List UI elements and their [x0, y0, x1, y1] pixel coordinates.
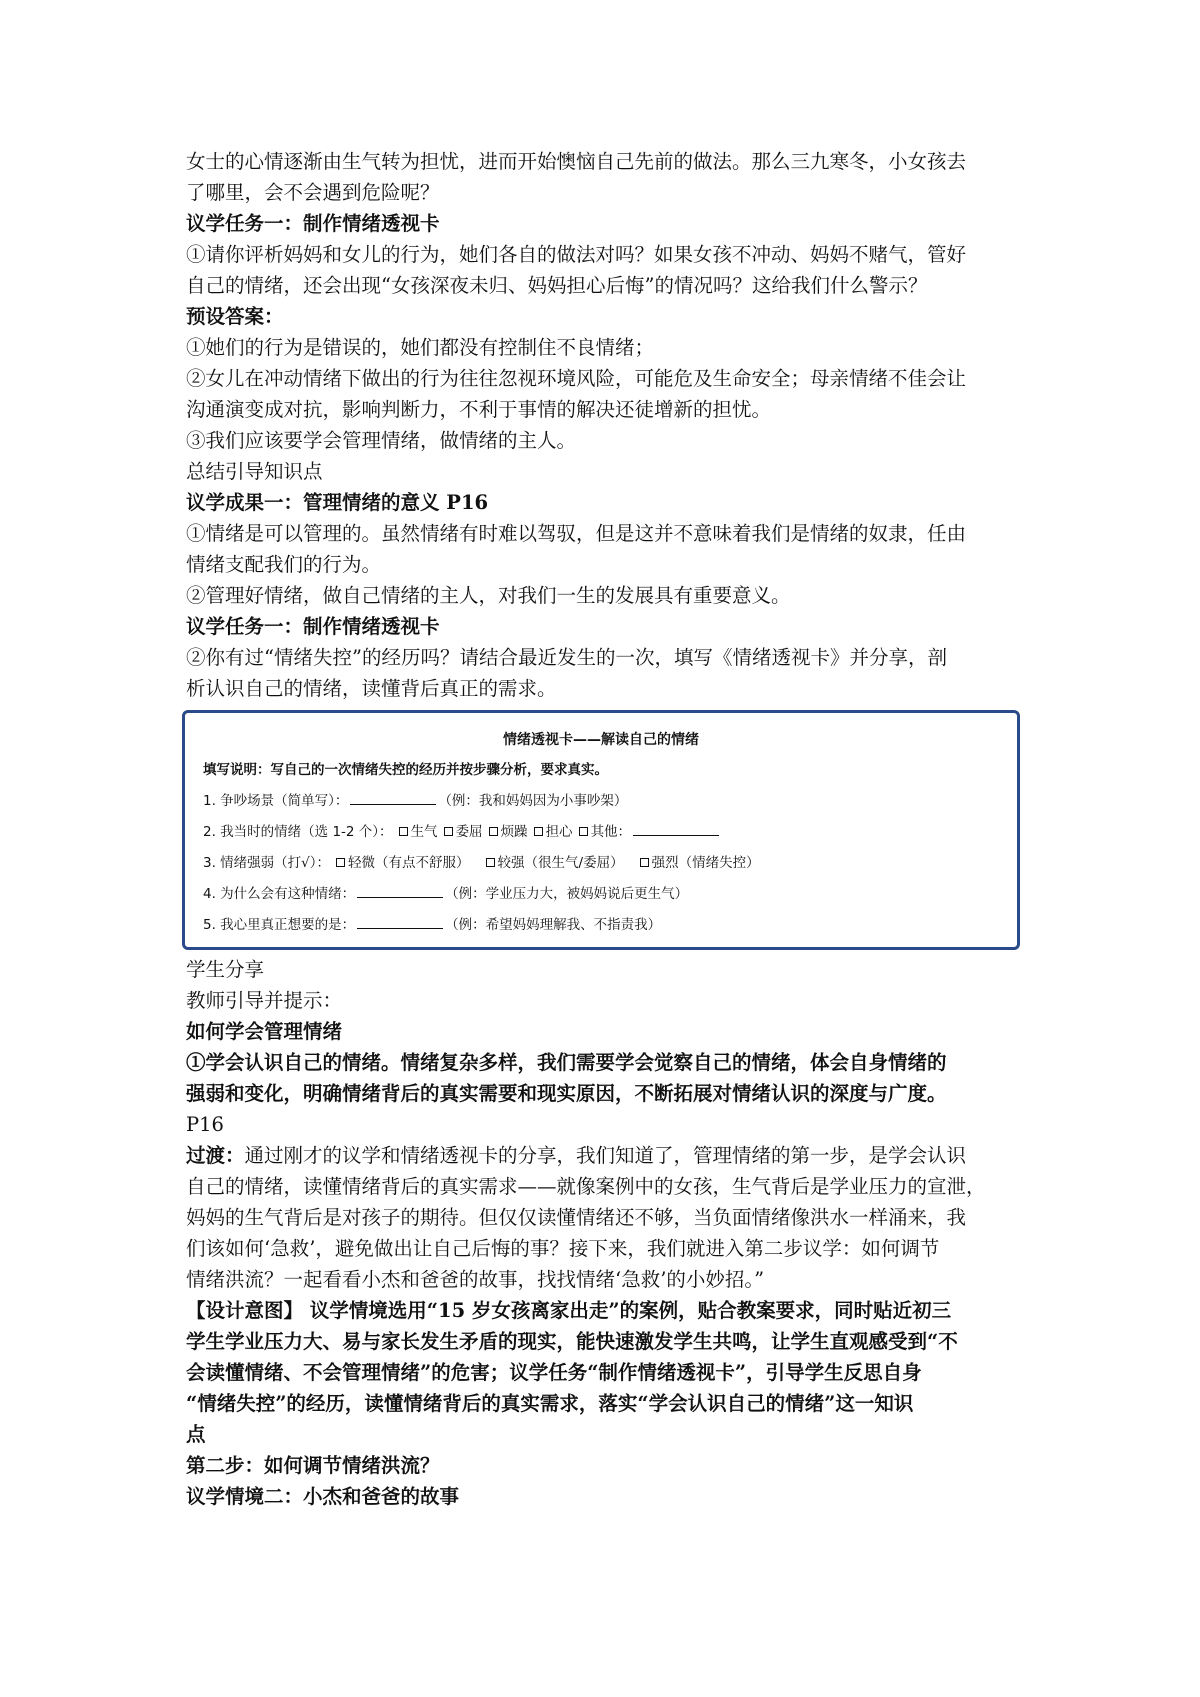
paragraph-line: 强弱和变化，明确情绪背后的真实需要和现实原因，不断拓展对情绪认识的深度与广度。	[186, 1082, 947, 1105]
paragraph-line: 第二步：如何调节情绪洪流？	[186, 1454, 440, 1477]
card-row-1	[203, 790, 999, 812]
paragraphs-bottom	[186, 954, 1026, 1512]
lead-label: 过渡：	[186, 1144, 245, 1167]
fill-blank[interactable]	[357, 914, 443, 929]
checkbox[interactable]	[489, 827, 498, 836]
paragraph-line: ②你有过“情绪失控”的经历吗？请结合最近发生的一次，填写《情绪透视卡》并分享，剖	[186, 646, 947, 669]
paragraph-line: 学生学业压力大、易与家长发生矛盾的现实，能快速激发学生共鸣，让学生直观感受到“不	[186, 1330, 958, 1353]
paragraph-line: ②女儿在冲动情绪下做出的行为往往忽视环境风险，可能危及生命安全；母亲情绪不佳会让	[186, 367, 967, 390]
card-row-label: 2. 我当时的情绪（选 1-2 个）：	[203, 824, 393, 840]
paragraph-line: “情绪失控”的经历，读懂情绪背后的真实需求，落实“学会认识自己的情绪”这一知识	[186, 1392, 914, 1415]
paragraph-line: 自己的情绪，读懂情绪背后的真实需求——就像案例中的女孩，生气背后是学业压力的宣泄，	[186, 1175, 986, 1198]
emotion-card	[182, 710, 1020, 950]
paragraph-line: 沟通演变成对抗，影响判断力，不利于事情的解决还徒增新的担忧。	[186, 398, 772, 421]
option-label: 委屈	[455, 824, 483, 840]
paragraph-line: 会读懂情绪、不会管理情绪”的危害；议学任务“制作情绪透视卡”，引导学生反思自身	[186, 1361, 922, 1384]
checkbox[interactable]	[399, 827, 408, 836]
paragraph-line: 议学情境二：小杰和爸爸的故事	[186, 1485, 460, 1508]
paragraph-line: 点	[186, 1423, 206, 1446]
card-row-3	[203, 852, 999, 874]
paragraph-line	[186, 1140, 1026, 1171]
paragraph-line: 教师引导并提示：	[186, 989, 343, 1012]
paragraph-line: 议学成果一：管理情绪的意义 P16	[186, 491, 489, 514]
card-title: 情绪透视卡——解读自己的情绪	[503, 732, 699, 748]
card-row-label: 4. 为什么会有这种情绪：	[203, 886, 356, 902]
paragraph-line: ①请你评析妈妈和女儿的行为，她们各自的做法对吗？如果女孩不冲动、妈妈不赌气，管好	[186, 243, 967, 266]
paragraph-line: 析认识自己的情绪，读懂背后真正的需求。	[186, 677, 557, 700]
paragraph-line: 情绪洪流？一起看看小杰和爸爸的故事，找找情绪‘急救’的小妙招。”	[186, 1268, 765, 1291]
fill-blank[interactable]	[357, 883, 443, 898]
paragraph-line: ①情绪是可以管理的。虽然情绪有时难以驾驭，但是这并不意味着我们是情绪的奴隶，任由	[186, 522, 967, 545]
paragraph-line: 议学任务一：制作情绪透视卡	[186, 615, 440, 638]
paragraph-line: 如何学会管理情绪	[186, 1020, 343, 1043]
card-row-label: 5. 我心里真正想要的是：	[203, 917, 356, 933]
option-label: 担心	[545, 824, 573, 840]
paragraph-line: 妈妈的生气背后是对孩子的期待。但仅仅读懂情绪还不够，当负面情绪像洪水一样涌来，我	[186, 1206, 967, 1229]
fill-blank[interactable]	[350, 790, 436, 805]
paragraphs-top	[186, 146, 1026, 704]
option-label: 强烈（情绪失控）	[651, 855, 760, 871]
option-label: 烦躁	[500, 824, 528, 840]
paragraph-line: 总结引导知识点	[186, 460, 323, 483]
paragraph-line: 学生分享	[186, 958, 265, 981]
paragraph-line: 预设答案：	[186, 305, 284, 328]
card-row-example: （例：我和妈妈因为小事吵架）	[438, 793, 628, 809]
option-label: 其他：	[590, 824, 632, 840]
paragraph-line: 了哪里，会不会遇到危险呢？	[186, 181, 440, 204]
checkbox[interactable]	[534, 827, 543, 836]
option-label: 轻微（有点不舒服）	[348, 855, 470, 871]
card-row-4	[203, 883, 999, 905]
paragraph-line: 自己的情绪，还会出现“女孩深夜未归、妈妈担心后悔”的情况吗？这给我们什么警示？	[186, 274, 928, 297]
card-row-2	[203, 821, 999, 843]
checkbox[interactable]	[444, 827, 453, 836]
paragraph-line: ①她们的行为是错误的，她们都没有控制住不良情绪；	[186, 336, 655, 359]
document-page	[186, 146, 1026, 1512]
card-row-label: 3. 情绪强弱（打√）：	[203, 855, 331, 871]
paragraph-line: 议学任务一：制作情绪透视卡	[186, 212, 440, 235]
card-row-label: 1. 争吵场景（简单写）：	[203, 793, 349, 809]
card-row-example: （例：希望妈妈理解我、不指责我）	[445, 917, 662, 933]
option-label: 较强（很生气/委屈）	[497, 855, 624, 871]
option-label: 生气	[410, 824, 438, 840]
paragraph-line: ③我们应该要学会管理情绪，做情绪的主人。	[186, 429, 577, 452]
paragraph-line: ①学会认识自己的情绪。情绪复杂多样，我们需要学会觉察自己的情绪，体会自身情绪的	[186, 1051, 947, 1074]
checkbox[interactable]	[640, 858, 649, 867]
checkbox[interactable]	[486, 858, 495, 867]
fill-blank[interactable]	[633, 821, 719, 836]
card-row-5	[203, 914, 999, 936]
card-note: 填写说明：写自己的一次情绪失控的经历并按步骤分析，要求真实。	[203, 762, 608, 778]
checkbox[interactable]	[579, 827, 588, 836]
card-row-example: （例：学业压力大，被妈妈说后更生气）	[445, 886, 689, 902]
paragraph-line: 女士的心情逐渐由生气转为担忧，进而开始懊恼自己先前的做法。那么三九寒冬，小女孩去	[186, 150, 967, 173]
paragraph-line: 情绪支配我们的行为。	[186, 553, 382, 576]
checkbox[interactable]	[336, 858, 345, 867]
paragraph-line: 们该如何‘急救’，避免做出让自己后悔的事？接下来，我们就进入第二步议学：如何调节	[186, 1237, 940, 1260]
paragraph-line: 【设计意图】 议学情境选用“15 岁女孩离家出走”的案例，贴合教案要求，同时贴近初三	[186, 1299, 952, 1322]
paragraph-line: ②管理好情绪，做自己情绪的主人，对我们一生的发展具有重要意义。	[186, 584, 791, 607]
lead-rest: 通过刚才的议学和情绪透视卡的分享，我们知道了，管理情绪的第一步，是学会认识	[244, 1144, 967, 1167]
paragraph-line: P16	[186, 1113, 224, 1136]
